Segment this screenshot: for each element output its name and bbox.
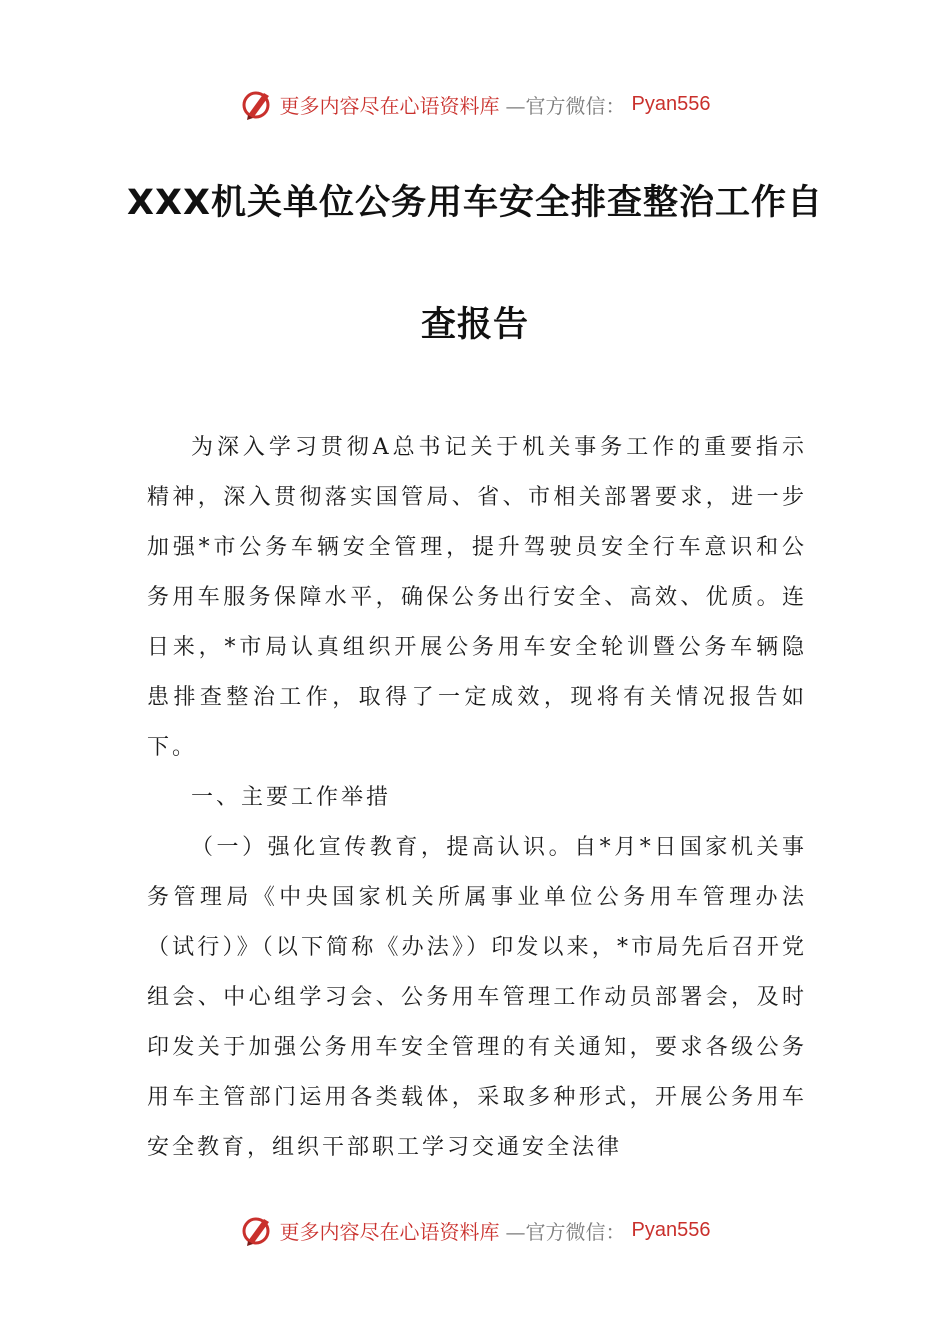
pen-circle-logo-icon <box>240 87 274 121</box>
banner-wechat-id: Pyan556 <box>631 1218 711 1241</box>
footer-banner-content <box>240 1213 711 1247</box>
banner-wechat-id: Pyan556 <box>631 92 711 115</box>
section-heading: 一、主要工作举措 <box>191 785 392 810</box>
banner-brand-text: 更多内容尽在心语资料库 <box>279 1219 500 1244</box>
document-body <box>147 423 807 1173</box>
banner-official-label: —官方微信： <box>505 93 626 118</box>
banner-official-label: —官方微信： <box>505 1219 626 1244</box>
document-title-line-1: XXX机关单位公务用车安全排查整治工作自 <box>127 183 823 223</box>
header-banner-content <box>240 87 711 121</box>
header-banner <box>0 84 950 124</box>
subsection-paragraph: （一）强化宣传教育，提高认识。自*月*日国家机关事务管理局《中央国家机关所属事业单位公务用车管理办法（试行）》（以下简称《办法》）印发以来，*市局先后召开党组会、中心组学习会、公务用车管理工作动员部署会，及时印发关于加强公务用车安全管理的有关通知，要求各级公务用车主管部门运用各类载体，采取多种形式，开展公务用车安全教育，组织干部职工学习交通安全法律 <box>147 835 807 1160</box>
document-title-line-2: 查报告 <box>420 305 529 345</box>
pen-circle-logo-icon <box>240 1213 274 1247</box>
footer-banner <box>0 1210 950 1250</box>
banner-brand-text: 更多内容尽在心语资料库 <box>279 93 500 118</box>
intro-paragraph: 为深入学习贯彻A总书记关于机关事务工作的重要指示精神，深入贯彻落实国管局、省、市相关部署要求，进一步加强*市公务车辆安全管理，提升驾驶员安全行车意识和公务用车服务保障水平，确保公务出行安全、高效、优质。连日来，*市局认真组织开展公务用车安全轮训暨公务车辆隐患排查整治工作，取得了一定成效，现将有关情况报告如下。 <box>147 435 807 760</box>
